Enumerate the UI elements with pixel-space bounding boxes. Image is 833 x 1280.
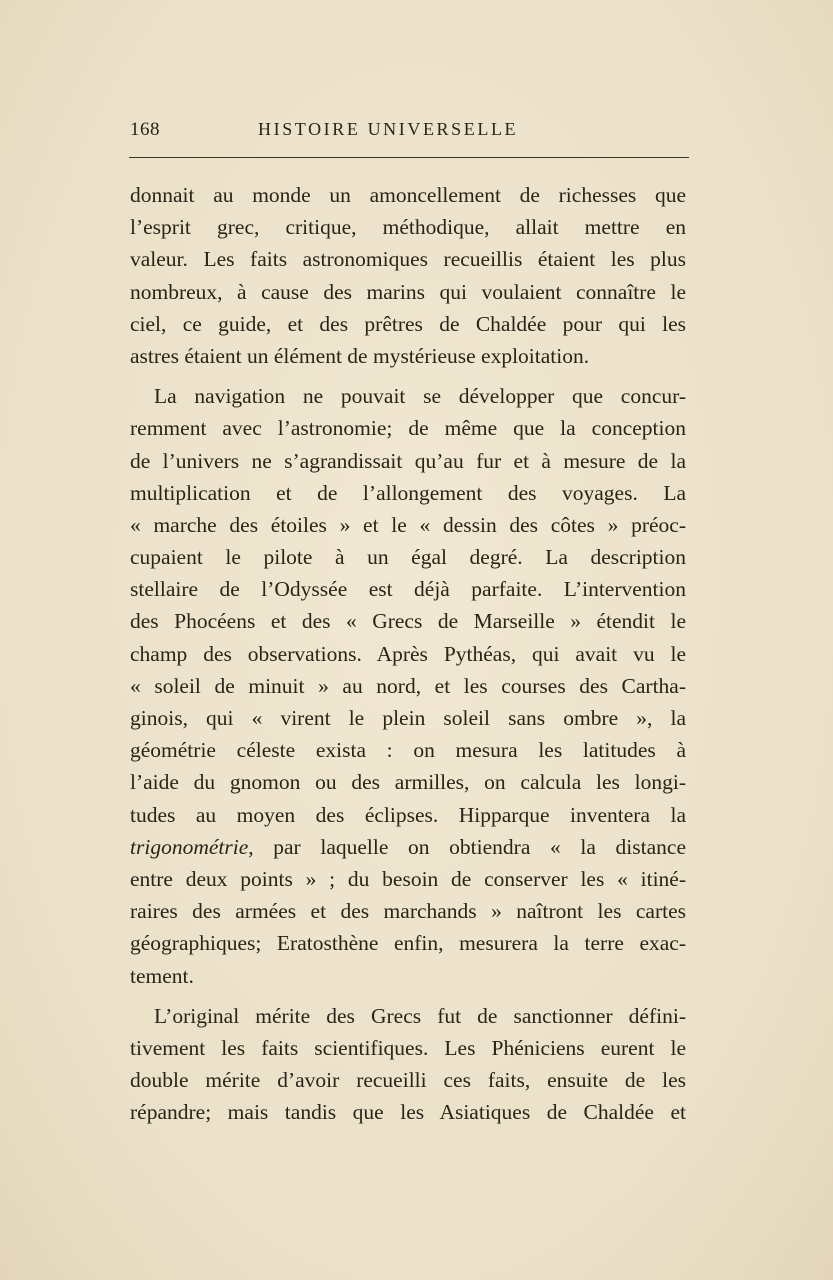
text-line: trigonométrie, par laquelle on obtiendra « la distance bbox=[130, 834, 686, 859]
text-line: astres étaient un élément de mystérieuse exploitation. bbox=[130, 343, 590, 368]
text-line: multiplication et de l’allongement des voyages. La bbox=[130, 480, 686, 505]
text-line: tement. bbox=[130, 963, 194, 988]
text-line: « soleil de minuit » au nord, et les courses des Cartha- bbox=[130, 673, 686, 698]
text-line: remment avec l’astronomie; de même que la conception bbox=[130, 416, 686, 441]
header-rule bbox=[129, 157, 689, 158]
text-line: double mérite d’avoir recueilli ces faits, ensuite de les bbox=[130, 1068, 686, 1093]
text-line: La navigation ne pouvait se développer que concur- bbox=[154, 384, 686, 409]
text-line: géométrie céleste exista : on mesura les latitudes à bbox=[130, 738, 686, 763]
text-line: l’aide du gnomon ou des armilles, on calcula les longi- bbox=[130, 770, 686, 795]
text-line: champ des observations. Après Pythéas, qui avait vu le bbox=[130, 641, 686, 666]
text-line: tivement les faits scientifiques. Les Phéniciens eurent le bbox=[130, 1035, 686, 1060]
text-line: cupaient le pilote à un égal degré. La description bbox=[130, 545, 686, 570]
text-line: ginois, qui « virent le plein soleil sans ombre », la bbox=[130, 706, 686, 730]
text-line: « marche des étoiles » et le « dessin des côtes » préoc- bbox=[130, 512, 686, 537]
text-line: des Phocéens et des « Grecs de Marseille » étendit le bbox=[130, 609, 686, 634]
text-line: nombreux, à cause des marins qui voulaient connaître le bbox=[130, 279, 686, 304]
text-line: stellaire de l’Odyssée est déjà parfaite. L’intervention bbox=[130, 577, 686, 602]
running-head-title: HISTOIRE UNIVERSELLE bbox=[258, 119, 519, 139]
text-line: de l’univers ne s’agrandissait qu’au fur et à mesure de la bbox=[130, 448, 686, 473]
text-line: tudes au moyen des éclipses. Hipparque inventera la bbox=[130, 802, 686, 827]
text-line: donnait au monde un amoncellement de richesses que bbox=[130, 183, 686, 207]
paragraph-gap bbox=[130, 372, 686, 380]
page-number: 168 bbox=[130, 119, 160, 140]
text-line: l’esprit grec, critique, méthodique, allait mettre en bbox=[130, 215, 686, 240]
text-line: répandre; mais tandis que les Asiatiques de Chaldée et bbox=[130, 1100, 686, 1125]
text-line: géographiques; Eratosthène enfin, mesurera la terre exac- bbox=[130, 931, 686, 956]
text-line: L’original mérite des Grecs fut de sanctionner défini- bbox=[154, 1003, 686, 1028]
body-text bbox=[130, 179, 686, 1128]
text-line: valeur. Les faits astronomiques recueillis étaient les plus bbox=[130, 247, 686, 272]
text-line: ciel, ce guide, et des prêtres de Chaldée pour qui les bbox=[130, 311, 686, 336]
text-line: raires des armées et des marchands » naîtront les cartes bbox=[130, 899, 686, 924]
paragraph-gap bbox=[130, 992, 686, 1000]
running-head bbox=[130, 119, 686, 145]
text-line: entre deux points » ; du besoin de conserver les « itiné- bbox=[130, 866, 686, 891]
